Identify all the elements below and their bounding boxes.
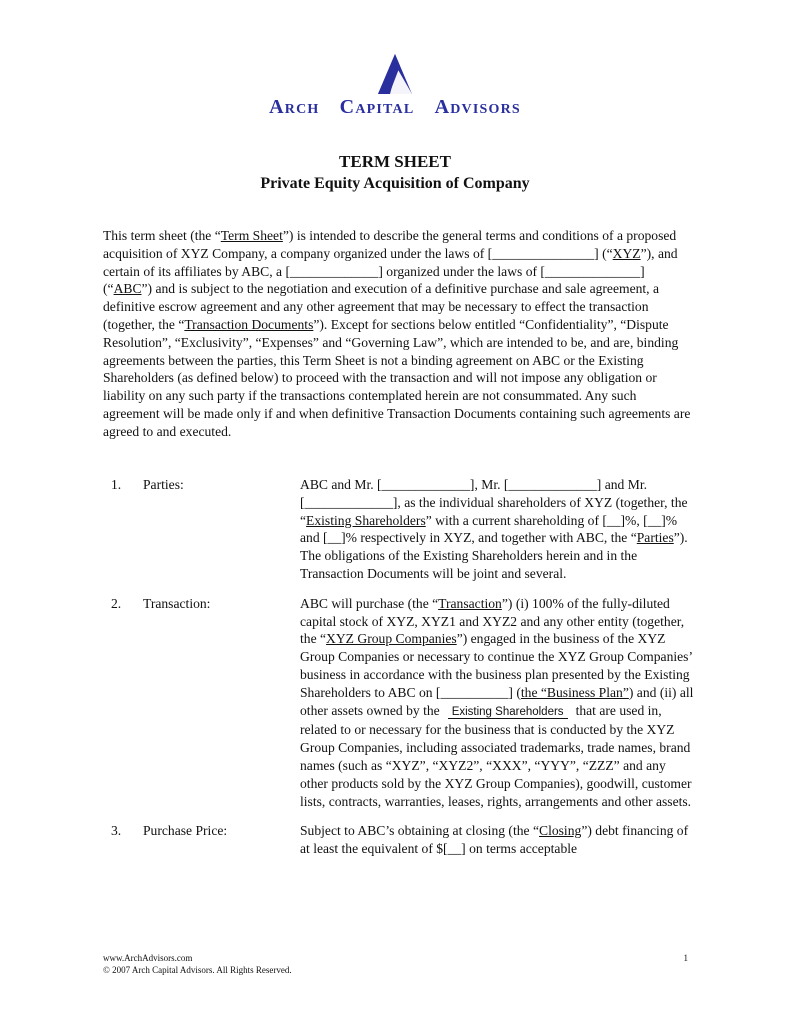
- defined-term: Closing: [539, 823, 582, 839]
- defined-term: XYZ Group Companies: [326, 631, 457, 647]
- section-text: Subject to ABC’s obtaining at closing (the “: [300, 823, 539, 839]
- defined-term: ABC: [113, 281, 142, 297]
- section-label: Transaction:: [143, 595, 211, 611]
- term-sections: [103, 476, 698, 870]
- defined-term: Transaction: [438, 595, 502, 611]
- document-subtitle: Private Equity Acquisition of Company: [260, 175, 530, 192]
- logo-word-arch: Arch: [269, 96, 320, 118]
- intro-paragraph: [103, 227, 693, 441]
- section-purchase-price: [103, 822, 698, 858]
- section-text: ) and (ii) all other assets owned by the: [300, 684, 694, 718]
- section-body: [300, 595, 696, 811]
- section-number: 3.: [111, 823, 122, 839]
- section-text: ”). The obligations of the Existing Shareholders herein and in the Transaction Documents will be joint and several.: [300, 530, 688, 581]
- defined-term: the “Business Plan”: [520, 684, 629, 700]
- footer-copyright: © 2007 Arch Capital Advisors. All Rights Reserved.: [103, 965, 292, 975]
- section-text: ”) (i) 100% of the fully-diluted capital stock of XYZ, XYZ1 and XYZ2 and any other entity (together, the “: [300, 595, 685, 647]
- company-logo: [0, 54, 790, 119]
- inline-field-text: Existing Shareholders: [448, 706, 568, 719]
- defined-term: Existing Shareholders: [306, 512, 426, 528]
- footer-website: www.ArchAdvisors.com: [103, 953, 193, 963]
- section-label: Purchase Price:: [143, 823, 228, 839]
- section-text: ” with a current shareholding of [__]%, [__]% and [__]% respectively in XYZ, and together with ABC, the “: [300, 512, 678, 546]
- document-title: TERM SHEET: [339, 152, 451, 171]
- section-transaction: [103, 595, 698, 811]
- page-number: 1: [683, 953, 688, 963]
- triangle-logo-icon: [378, 54, 412, 94]
- section-label: Parties:: [143, 477, 184, 492]
- section-text: ”) debt financing of at least the equivalent of $[__] on terms acceptable: [300, 823, 689, 857]
- logo-word-advisors: Advisors: [434, 96, 521, 118]
- section-body: [300, 822, 696, 858]
- intro-text: This term sheet (the “: [103, 228, 221, 243]
- section-parties: [103, 476, 698, 583]
- section-text: ”) engaged in the business of the XYZ Group Companies or necessary to continue the XYZ Group Companies’ business in accordance with the business plan presented by the Existing Shareholders to ABC on [__________] (: [300, 631, 692, 700]
- section-text: ABC and Mr. [_____________], Mr. [_____________] and Mr. [_____________], as the individual shareholders of XYZ (together, the “: [300, 477, 688, 528]
- intro-text: ”) and is subject to the negotiation and execution of a definitive purchase and sale agreement, a definitive escrow agreement and any other agreement that may be necessary to effect the transaction (together, the “: [103, 281, 660, 332]
- section-number: 2.: [111, 595, 122, 611]
- section-number: 1.: [111, 477, 122, 492]
- logo-wordmark: [0, 96, 790, 119]
- defined-term: Transaction Documents: [184, 316, 314, 332]
- document-heading: [0, 151, 790, 195]
- section-text: that are used in, related to or necessary for the business that is conducted by the XYZ Group Companies, including associated trademarks, trade names, brand names (such as “XYZ”, “XYZ2”, “XXX”, “YYY”, “ZZZ” and any other products sold by the XYZ Group Companies), goodwill, customer lists, contracts, warranties, leases, rights, arrangements and other assets.: [300, 702, 692, 809]
- intro-text: ”), and certain of its affiliates by ABC, a [_____________] organized under the laws of [______________] (“: [103, 245, 678, 297]
- defined-term: Term Sheet: [220, 228, 283, 243]
- section-body: [300, 476, 696, 583]
- page-footer: [103, 952, 688, 976]
- logo-word-capital: Capital: [339, 96, 415, 118]
- intro-text: ”). Except for sections below entitled “Confidentiality”, “Dispute Resolution”, “Exclusivity”, “Expenses” and “Governing Law”, which are intended to be, and are, binding agreements between the parties, this Term Sheet is not a binding agreement on ABC or the Existing Shareholders (as defined below) to proceed with the transaction and will not impose any obligation or liability on any such party if the transactions contemplated herein are not consummated. Any such agreement will be made only if and when definitive Transaction Documents containing such agreements are agreed to and executed.: [103, 316, 691, 439]
- intro-text: ”) is intended to describe the general terms and conditions of a proposed acquisition of XYZ Company, a company organized under the laws of [_______________] (“: [103, 228, 677, 261]
- section-text: ABC will purchase (the “: [300, 595, 439, 611]
- defined-term: Parties: [636, 530, 674, 546]
- defined-term: XYZ: [612, 245, 641, 261]
